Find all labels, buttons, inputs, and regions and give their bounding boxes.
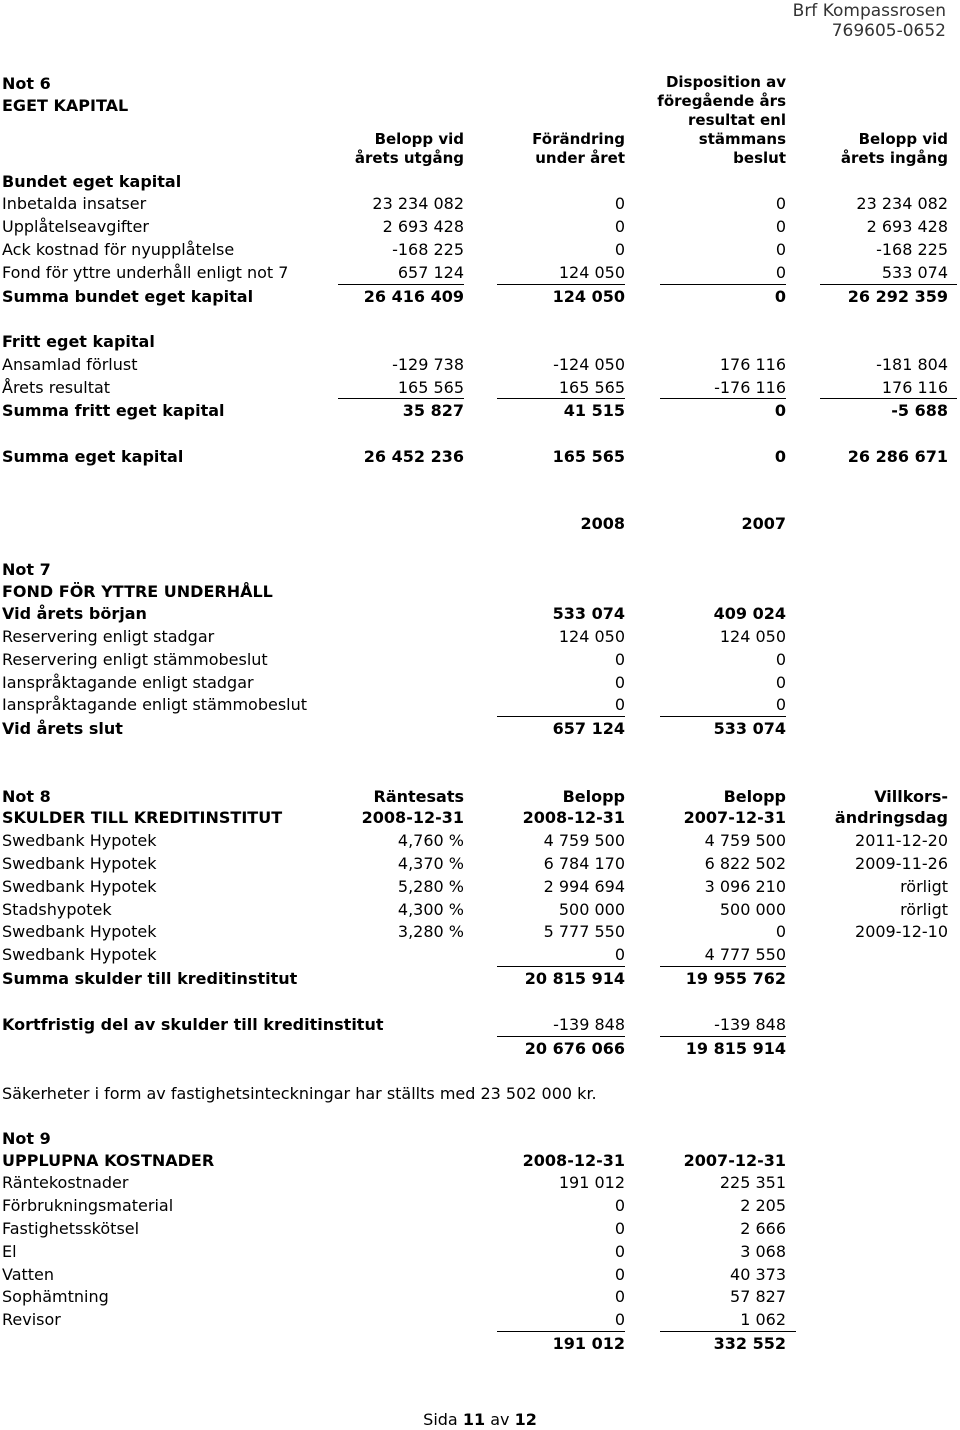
cell: 0	[614, 194, 625, 213]
cell: 0	[614, 1219, 625, 1238]
cell: 0	[774, 447, 786, 466]
cell: 26 416 409	[363, 287, 464, 306]
cell: 2009-12-10	[855, 922, 948, 941]
table-row	[0, 852, 960, 875]
note6-title-row	[0, 94, 960, 117]
cell: 0	[614, 1265, 625, 1284]
col-head-line: Belopp vid	[858, 130, 948, 148]
organization-number: 769605-0652	[831, 21, 946, 41]
col-head-closing-balance	[355, 130, 464, 168]
table-row	[0, 1217, 960, 1240]
cell: 2 693 428	[382, 217, 464, 236]
cell: 2 693 428	[866, 217, 948, 236]
col-head: Villkors-	[874, 787, 948, 806]
year-header: 2007	[741, 514, 786, 533]
col-head-line: Förändring	[532, 130, 625, 148]
cell: 0	[775, 263, 786, 282]
cell: 2 666	[740, 1219, 786, 1238]
cell: 4,370 %	[397, 854, 464, 873]
cell: -176 116	[714, 378, 786, 397]
row-label: Fond för yttre underhåll enligt not 7	[2, 263, 289, 282]
cell: 0	[614, 1310, 625, 1329]
note7-number-row	[0, 558, 960, 581]
cell: 533 074	[881, 263, 948, 282]
row-label: Förbrukningsmaterial	[2, 1196, 174, 1215]
col-head-line: beslut	[733, 149, 786, 167]
cell: -5 688	[891, 401, 948, 420]
cell: 0	[614, 673, 625, 692]
note-number: Not 7	[2, 560, 51, 579]
cell: 5,280 %	[397, 877, 464, 896]
row-label: Kortfristig del av skulder till kreditinstitut	[2, 1015, 384, 1034]
row-label: El	[2, 1242, 17, 1261]
cell: 26 292 359	[847, 287, 948, 306]
col-head-line: årets utgång	[354, 149, 464, 167]
table-row	[0, 1171, 960, 1194]
cell: 3,280 %	[397, 922, 464, 941]
cell: 0	[614, 240, 625, 259]
note8-head-row	[0, 785, 960, 808]
col-head-line: stämmans	[698, 130, 786, 148]
cell: -168 225	[392, 240, 464, 259]
cell: 4,760 %	[397, 831, 464, 850]
note-number: Not 8	[2, 787, 51, 806]
cell: -129 738	[392, 355, 464, 374]
cell: 191 012	[552, 1334, 625, 1353]
row-label: Summa eget kapital	[2, 447, 184, 466]
col-head: ändringsdag	[834, 808, 948, 827]
cell: 0	[775, 194, 786, 213]
cell: 20 676 066	[524, 1039, 625, 1058]
cell: 35 827	[402, 401, 464, 420]
table-row	[0, 1332, 960, 1355]
col-head-line: under året	[535, 149, 625, 167]
table-row	[0, 1263, 960, 1286]
row-label: Vatten	[2, 1265, 55, 1284]
row-label: Revisor	[2, 1310, 61, 1329]
cell: -181 804	[876, 355, 948, 374]
security-note-row	[0, 1082, 960, 1105]
cell: 657 124	[552, 719, 625, 738]
note7-title-row	[0, 580, 960, 603]
cell: 409 024	[713, 604, 786, 623]
cell: 165 565	[552, 447, 625, 466]
note6-number-row	[0, 72, 960, 95]
row-label: Ansamlad förlust	[2, 355, 138, 374]
table-row	[0, 353, 960, 376]
row-label: Sophämtning	[2, 1287, 109, 1306]
cell: 0	[775, 240, 786, 259]
cell: 19 815 914	[685, 1039, 786, 1058]
cell: 124 050	[558, 263, 625, 282]
table-row	[0, 648, 960, 671]
cell: 124 050	[552, 287, 625, 306]
cell: 6 784 170	[543, 854, 625, 873]
cell: 4 759 500	[543, 831, 625, 850]
col-head-line: Belopp vid	[374, 130, 464, 148]
note9-title-row	[0, 1149, 960, 1172]
cell: 0	[614, 217, 625, 236]
table-row	[0, 1037, 960, 1060]
note-number: Not 9	[2, 1129, 51, 1148]
cell: 0	[614, 1287, 625, 1306]
col-head-change	[532, 130, 625, 168]
year-header-row	[0, 512, 960, 535]
cell: 40 373	[730, 1265, 786, 1284]
cell: 0	[775, 673, 786, 692]
table-row	[0, 920, 960, 943]
cell: 0	[774, 287, 786, 306]
cell: 533 074	[713, 719, 786, 738]
cell: 2 205	[740, 1196, 786, 1215]
year-header: 2008	[580, 514, 625, 533]
row-label: Swedbank Hypotek	[2, 877, 157, 896]
row-label: Swedbank Hypotek	[2, 854, 157, 873]
security-note: Säkerheter i form av fastighetsinteckningar har ställts med 23 502 000 kr.	[2, 1084, 597, 1103]
row-label: Upplåtelseavgifter	[2, 217, 149, 236]
cell: 20 815 914	[524, 969, 625, 988]
row-label: Fastighetsskötsel	[2, 1219, 140, 1238]
cell: 657 124	[397, 263, 464, 282]
note-number: Not 6	[2, 74, 51, 93]
cell: 26 452 236	[363, 447, 464, 466]
cell: 500 000	[719, 900, 786, 919]
table-row	[0, 1240, 960, 1263]
col-head: Belopp	[562, 787, 625, 806]
note9-number-row	[0, 1127, 960, 1150]
row-label: Inbetalda insatser	[2, 194, 147, 213]
cell: 165 565	[397, 378, 464, 397]
col-head-line: årets ingång	[840, 149, 948, 167]
cell: 23 234 082	[372, 194, 464, 213]
note-title: UPPLUPNA KOSTNADER	[2, 1151, 215, 1170]
cell: 0	[775, 922, 786, 941]
cell: 0	[614, 1196, 625, 1215]
table-row	[0, 967, 960, 990]
cell: 3 068	[740, 1242, 786, 1261]
cell: 41 515	[563, 401, 625, 420]
cell: 0	[614, 1242, 625, 1261]
table-row	[0, 829, 960, 852]
cell: 3 096 210	[704, 877, 786, 896]
cell: 0	[775, 650, 786, 669]
cell: 0	[614, 650, 625, 669]
cell: 176 116	[881, 378, 948, 397]
row-label: Summa bundet eget kapital	[2, 287, 254, 306]
row-label: Stadshypotek	[2, 900, 112, 919]
row-label: Bundet eget kapital	[2, 172, 182, 191]
col-head-line: resultat enl	[688, 111, 786, 129]
cell: -124 050	[553, 355, 625, 374]
cell: 5 777 550	[543, 922, 625, 941]
row-label: Reservering enligt stadgar	[2, 627, 215, 646]
cell: 124 050	[558, 627, 625, 646]
table-row	[0, 399, 960, 422]
cell: 0	[775, 695, 786, 714]
cell: 332 552	[713, 1334, 786, 1353]
cell: 4 759 500	[704, 831, 786, 850]
col-head-opening-balance	[841, 130, 948, 168]
table-row	[0, 376, 960, 399]
row-label: Ianspråktagande enligt stadgar	[2, 673, 254, 692]
cell: 0	[614, 695, 625, 714]
page-total: 12	[514, 1410, 537, 1429]
note-title: SKULDER TILL KREDITINSTITUT	[2, 808, 283, 827]
cell: 57 827	[730, 1287, 786, 1306]
page-of-label: av	[490, 1410, 510, 1429]
cell: 225 351	[719, 1173, 786, 1192]
row-label: Swedbank Hypotek	[2, 831, 157, 850]
cell: -139 848	[553, 1015, 625, 1034]
cell: rörligt	[900, 900, 948, 919]
table-row	[0, 875, 960, 898]
table-row	[0, 330, 960, 353]
row-label: Ack kostnad för nyupplåtelse	[2, 240, 235, 259]
cell: 6 822 502	[704, 854, 786, 873]
table-row	[0, 1013, 960, 1036]
cell: 2009-11-26	[855, 854, 948, 873]
row-label: Summa fritt eget kapital	[2, 401, 225, 420]
row-label: Årets resultat	[2, 378, 111, 397]
cell: 0	[614, 945, 625, 964]
table-row	[0, 898, 960, 921]
table-row	[0, 285, 960, 308]
cell: 4,300 %	[397, 900, 464, 919]
col-head-line: Disposition av	[665, 73, 786, 91]
row-label: Vid årets slut	[2, 719, 123, 738]
cell: 165 565	[558, 378, 625, 397]
row-label: Räntekostnader	[2, 1173, 129, 1192]
table-row	[0, 192, 960, 215]
table-row	[0, 261, 960, 284]
cell: -168 225	[876, 240, 948, 259]
page-footer	[0, 1410, 960, 1429]
cell: -139 848	[714, 1015, 786, 1034]
row-label: Summa skulder till kreditinstitut	[2, 969, 298, 988]
row-label: Vid årets början	[2, 604, 147, 623]
row-label: Swedbank Hypotek	[2, 945, 157, 964]
table-row	[0, 1285, 960, 1308]
table-row	[0, 215, 960, 238]
organization-name: Brf Kompassrosen	[792, 1, 946, 21]
cell: 4 777 550	[704, 945, 786, 964]
col-head: 2008-12-31	[361, 808, 464, 827]
cell: 0	[775, 217, 786, 236]
cell: 191 012	[558, 1173, 625, 1192]
note-title: FOND FÖR YTTRE UNDERHÅLL	[2, 582, 273, 601]
cell: 2 994 694	[543, 877, 625, 896]
col-head: Belopp	[723, 787, 786, 806]
table-row	[0, 445, 960, 468]
col-head: Räntesats	[373, 787, 464, 806]
col-head: 2008-12-31	[522, 808, 625, 827]
row-label: Fritt eget kapital	[2, 332, 155, 351]
table-row	[0, 693, 960, 716]
note-title: EGET KAPITAL	[2, 96, 129, 115]
col-head-line: föregående års	[657, 92, 786, 110]
table-row	[0, 717, 960, 740]
table-row	[0, 170, 960, 193]
row-label: Ianspråktagande enligt stämmobeslut	[2, 695, 308, 714]
cell: 533 074	[552, 604, 625, 623]
table-row	[0, 1308, 960, 1331]
col-head: 2007-12-31	[683, 1151, 786, 1170]
cell: 23 234 082	[856, 194, 948, 213]
page-label: Sida	[423, 1410, 458, 1429]
row-label: Reservering enligt stämmobeslut	[2, 650, 268, 669]
table-row	[0, 671, 960, 694]
cell: 176 116	[719, 355, 786, 374]
cell: rörligt	[900, 877, 948, 896]
col-head: 2007-12-31	[683, 808, 786, 827]
cell: 1 062	[740, 1310, 786, 1329]
cell: 26 286 671	[847, 447, 948, 466]
row-label: Swedbank Hypotek	[2, 922, 157, 941]
col-head: 2008-12-31	[522, 1151, 625, 1170]
table-row	[0, 625, 960, 648]
cell: 2011-12-20	[855, 831, 948, 850]
cell: 500 000	[558, 900, 625, 919]
cell: 19 955 762	[685, 969, 786, 988]
note8-title-row	[0, 806, 960, 829]
cell: 124 050	[719, 627, 786, 646]
col-head-disposition	[657, 73, 786, 168]
table-row	[0, 602, 960, 625]
table-row	[0, 943, 960, 966]
table-row	[0, 1194, 960, 1217]
page-number: 11	[462, 1410, 486, 1429]
cell: 0	[774, 401, 786, 420]
table-row	[0, 238, 960, 261]
